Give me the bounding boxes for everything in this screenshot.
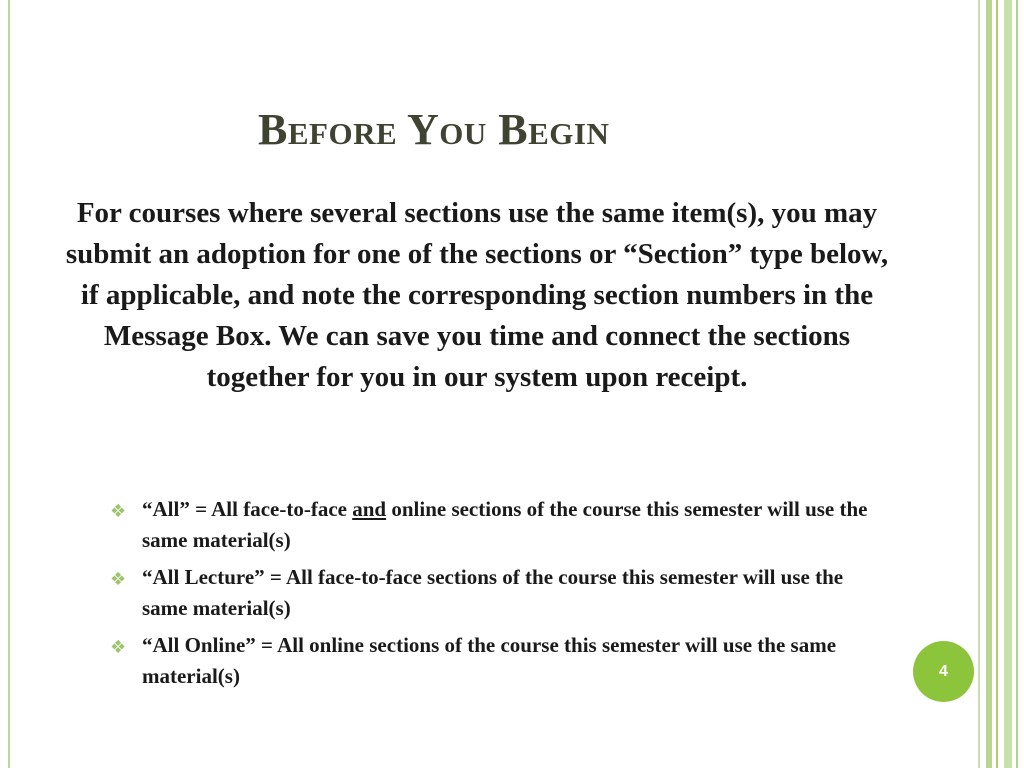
bullet-text: “All Lecture” = All face-to-face sections of the course this semester will use the same material(s) xyxy=(142,565,844,620)
left-border-line xyxy=(8,0,10,768)
bullet-item-all-online xyxy=(110,630,890,692)
right-stripe xyxy=(978,0,980,768)
slide-title: Before You Begin xyxy=(258,105,610,154)
bullet-text-emphasis: and xyxy=(352,497,387,521)
diamond-bullet-icon: ❖ xyxy=(110,569,127,590)
right-stripe xyxy=(1004,0,1012,768)
diamond-bullet-icon: ❖ xyxy=(110,501,127,522)
bullet-item-all xyxy=(110,494,890,556)
right-stripe xyxy=(1016,0,1018,768)
intro-paragraph: For courses where several sections use the same item(s), you may submit an adoption for one of the sections or “Section” type below, if applicable, and note the corresponding section numbers in the Message Box. We can save you time and connect the sections together for you in our system upon receipt. xyxy=(65,197,889,393)
page-number-badge xyxy=(913,641,974,702)
right-stripe xyxy=(996,0,998,768)
diamond-bullet-icon: ❖ xyxy=(110,637,127,658)
bullet-text-after: online sections of the course this semester will use the same material(s) xyxy=(142,497,868,552)
bullet-text: “All Online” = All online sections of the course this semester will use the same material(s) xyxy=(142,633,837,688)
page-number: 4 xyxy=(939,662,948,680)
bullet-text-before: “All” = All face-to-face xyxy=(142,497,353,521)
right-stripe xyxy=(986,0,992,768)
bullet-item-all-lecture xyxy=(110,562,890,624)
bullet-list xyxy=(110,494,890,698)
